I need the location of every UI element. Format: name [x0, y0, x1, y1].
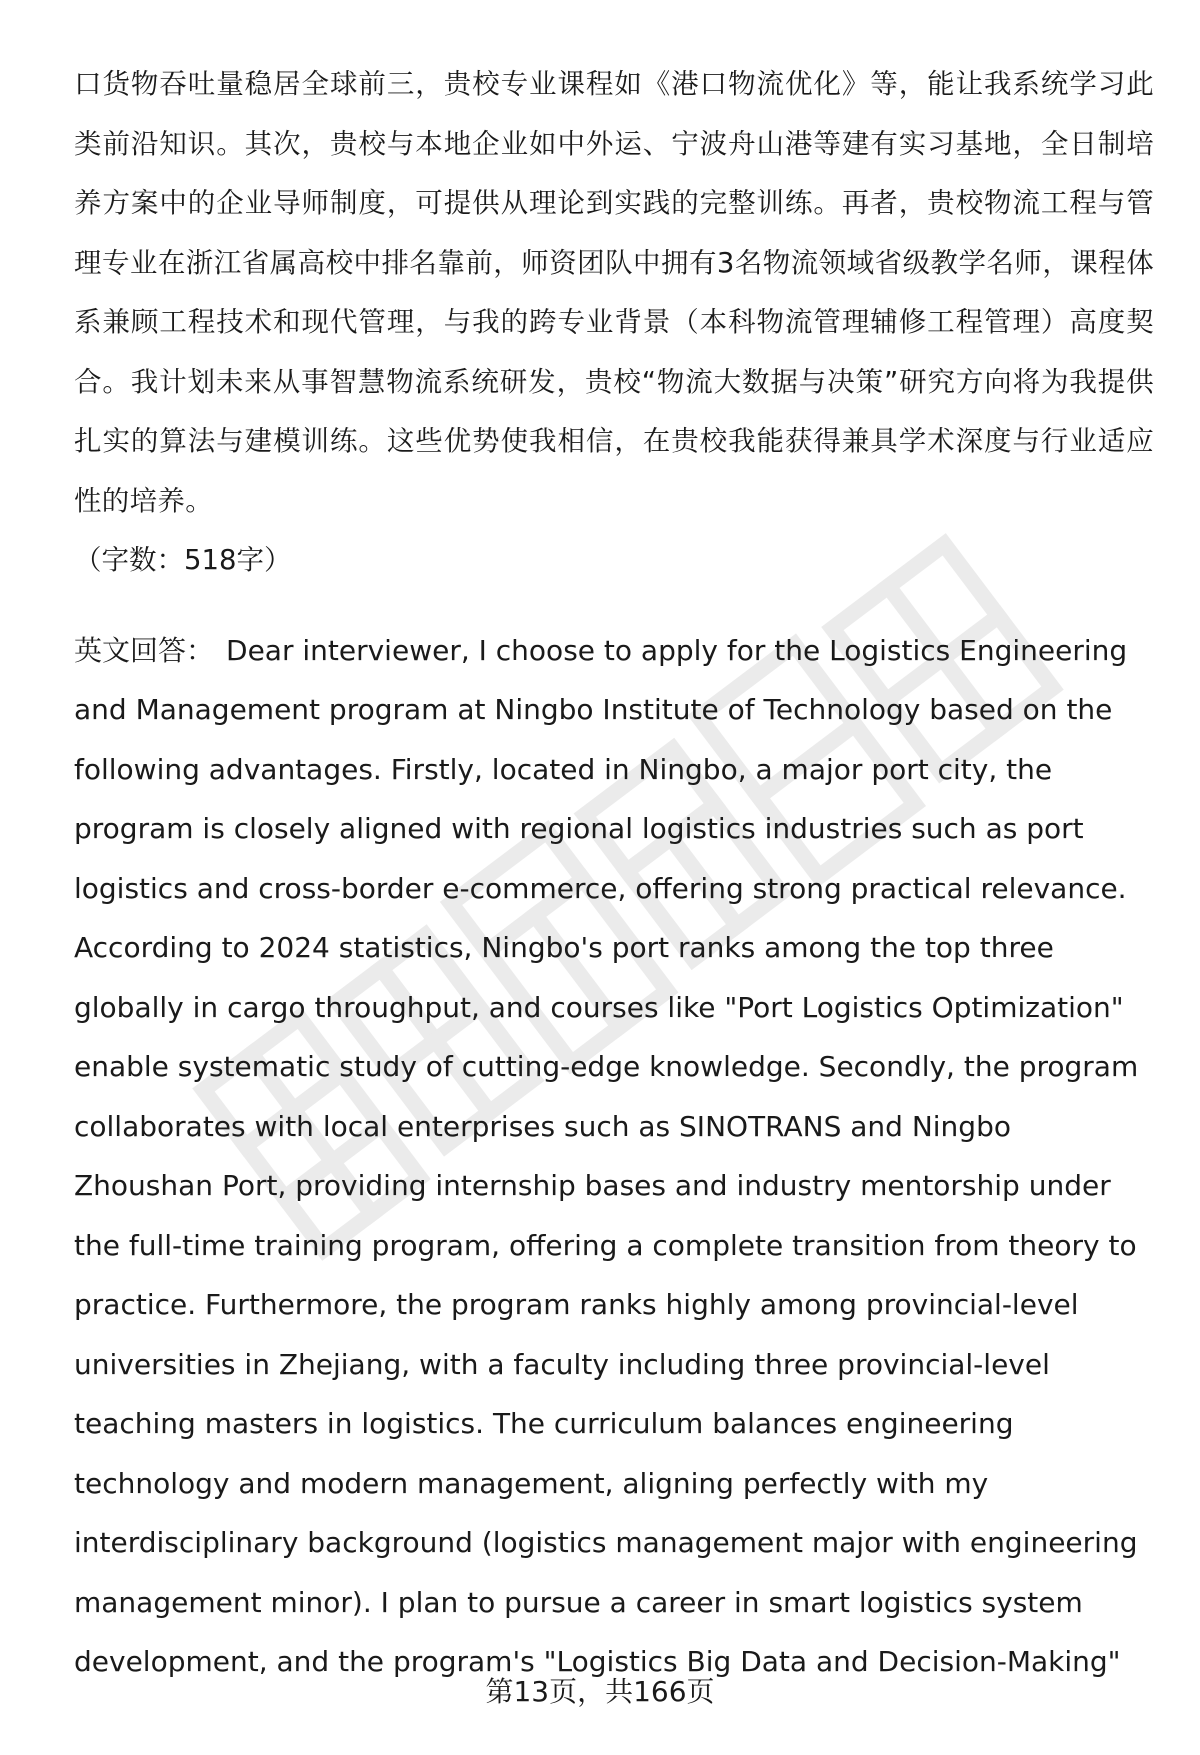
english-answer-label: 英文回答： — [74, 633, 215, 667]
document-body — [74, 55, 1154, 1692]
word-count-note: （字数：518字） — [74, 544, 292, 576]
chinese-answer-paragraph: 口货物吞吐量稳居全球前三，贵校专业课程如《港口物流优化》等，能让我系统学习此类前沿知识。其次，贵校与本地企业如中外运、宁波舟山港等建有实习基地，全日制培养方案中的企业导师制度，可提供从理论到实践的完整训练。再者，贵校物流工程与管理专业在浙江省属高校中排名靠前，师资团队中拥有3名物流领域省级教学名师，课程体系兼顾工程技术和现代管理，与我的跨专业背景（本科物流管理辅修工程管理）高度契合。我计划未来从事智慧物流系统研发，贵校“物流大数据与决策”研究方向将为我提供扎实的算法与建模训练。这些优势使我相信，在贵校我能获得兼具学术深度与行业适应性的培养。 — [74, 68, 1154, 517]
english-answer-text: Dear interviewer, I choose to apply for the Logistics Engineering and Management program at Ningbo Institute of Technology based on the following advantages. Firstly, located in Ningbo, a major port city, the program is closely aligned with regional logistics industries such as port logistics and cross-border e-commerce, offering strong practical relevance. According to 2024 statistics, Ningbo's port ranks among the top three globally in cargo throughput, and courses like "Port Logistics Optimization" enable systematic study of cutting-edge knowledge. Secondly, the program collaborates with local enterprises such as SINOTRANS and Ningbo Zhoushan Port, providing internship bases and industry mentorship under the full-time training program, offering a complete transition from theory to practice. Furthermore, the program ranks highly among provincial-level universities in Zhejiang, with a faculty including three provincial-level teaching masters in logistics. The curriculum balances engineering technology and modern management, aligning perfectly with my interdisciplinary background (logistics management major with engineering management minor). I plan to pursue a career in smart logistics system development, and the program's "Logistics Big Data and Decision-Making" — [74, 633, 1139, 1678]
english-answer-paragraph — [74, 621, 1154, 1692]
page-indicator: 第13页，共166页 — [485, 1675, 715, 1708]
